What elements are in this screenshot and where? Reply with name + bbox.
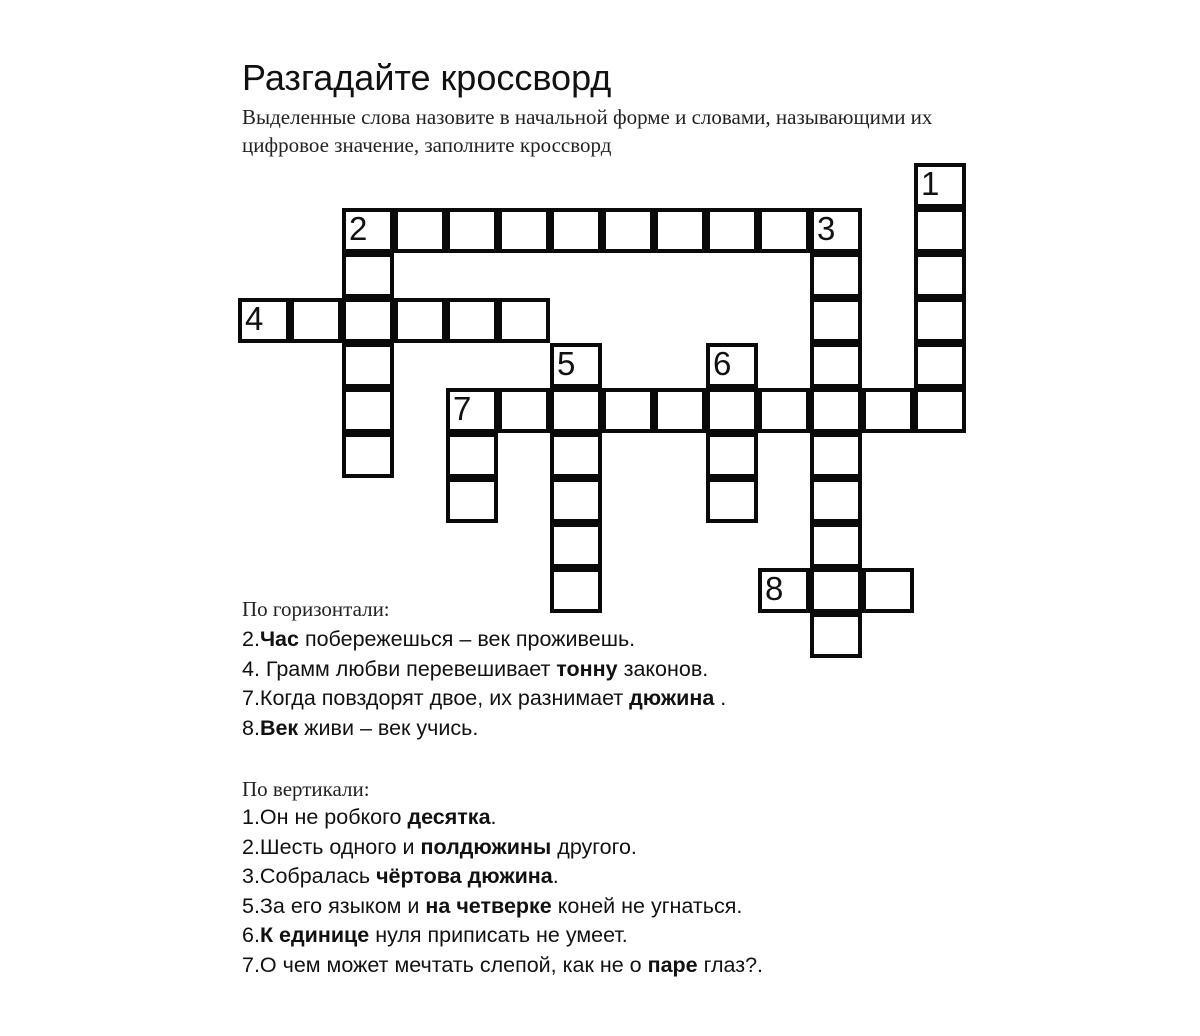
- crossword-cell[interactable]: [602, 208, 654, 253]
- crossword-cell[interactable]: [810, 343, 862, 388]
- across-heading: По горизонтали:: [242, 597, 390, 621]
- crossword-cell[interactable]: [914, 343, 966, 388]
- crossword-cell[interactable]: [342, 298, 394, 343]
- clue-text: 5.За его языком и: [242, 893, 426, 918]
- clue-keyword: тонну: [556, 656, 618, 681]
- clue-number: 1: [921, 165, 940, 202]
- crossword-cell[interactable]: [342, 343, 394, 388]
- clue-number: 8: [765, 570, 784, 607]
- crossword-cell[interactable]: [810, 523, 862, 568]
- clue-line: [242, 625, 635, 653]
- clue-keyword: К единице: [259, 923, 370, 948]
- crossword-cell[interactable]: [550, 208, 602, 253]
- clue-text: 3.Собралась: [242, 864, 377, 889]
- crossword-cell[interactable]: [758, 208, 810, 253]
- clue-text: живи – век учись.: [298, 715, 479, 740]
- crossword-cell[interactable]: [758, 568, 810, 613]
- clue-keyword: полдюжины: [420, 834, 552, 859]
- crossword-cell[interactable]: [550, 388, 602, 433]
- crossword-cell[interactable]: [498, 388, 550, 433]
- page-title: Разгадайте кроссворд: [242, 57, 612, 98]
- crossword-cell[interactable]: [810, 298, 862, 343]
- crossword-cell[interactable]: [342, 208, 394, 253]
- crossword-cell[interactable]: [394, 208, 446, 253]
- clue-text: 1.Он не робкого: [242, 805, 408, 829]
- crossword-cell[interactable]: [862, 568, 914, 613]
- crossword-cell[interactable]: [914, 163, 966, 208]
- clue-line: [242, 862, 559, 890]
- crossword-cell[interactable]: [810, 478, 862, 523]
- clue-number: 4: [245, 300, 264, 337]
- clue-line: [242, 684, 726, 712]
- clue-text: коней не угнаться.: [551, 893, 743, 918]
- clue-text: 2.: [242, 627, 260, 651]
- crossword-cell[interactable]: [810, 568, 862, 613]
- crossword-cell[interactable]: [914, 388, 966, 433]
- crossword-cell[interactable]: [706, 388, 758, 433]
- crossword-cell[interactable]: [550, 568, 602, 613]
- crossword-cell[interactable]: [706, 478, 758, 523]
- clue-line: [242, 655, 708, 683]
- clue-text: .: [552, 864, 559, 889]
- clue-number: 7: [453, 390, 472, 427]
- clue-line: [242, 833, 637, 861]
- crossword-cell[interactable]: [550, 478, 602, 523]
- crossword-cell[interactable]: [342, 433, 394, 478]
- clue-line: [242, 714, 478, 742]
- clue-keyword: дюжина: [629, 686, 715, 711]
- clue-keyword: Час: [259, 627, 299, 651]
- clue-number: 5: [557, 345, 576, 382]
- crossword-cell[interactable]: [446, 388, 498, 433]
- clue-line: [242, 951, 763, 979]
- crossword-cell[interactable]: [810, 253, 862, 298]
- crossword-cell[interactable]: [706, 343, 758, 388]
- crossword-cell[interactable]: [914, 253, 966, 298]
- crossword-cell[interactable]: [810, 208, 862, 253]
- crossword-cell[interactable]: [550, 523, 602, 568]
- instructions: Выделенные слова назовите в начальной форме и словами, называющими их цифровое значение, заполните кроссворд: [242, 105, 933, 157]
- crossword-cell[interactable]: [550, 433, 602, 478]
- crossword-cell[interactable]: [706, 433, 758, 478]
- crossword-cell[interactable]: [810, 433, 862, 478]
- crossword-cell[interactable]: [654, 208, 706, 253]
- crossword-cell[interactable]: [706, 208, 758, 253]
- crossword-cell[interactable]: [446, 208, 498, 253]
- clue-line: [242, 803, 497, 831]
- clue-text: глаз?.: [697, 953, 764, 977]
- crossword-cell[interactable]: [446, 298, 498, 343]
- crossword-cell[interactable]: [654, 388, 706, 433]
- clue-number: 6: [713, 345, 732, 382]
- clue-keyword: Век: [259, 715, 299, 740]
- clue-text: законов.: [617, 656, 709, 681]
- crossword-cell[interactable]: [394, 298, 446, 343]
- clue-keyword: чёртова дюжина: [376, 864, 553, 889]
- clue-text: 2.Шесть одного и: [242, 834, 421, 859]
- clue-text: 8.: [242, 715, 260, 740]
- clue-line: [242, 921, 628, 949]
- crossword-cell[interactable]: [342, 388, 394, 433]
- crossword-cell[interactable]: [862, 388, 914, 433]
- crossword-cell[interactable]: [238, 298, 290, 343]
- crossword-cell[interactable]: [498, 298, 550, 343]
- crossword-cell[interactable]: [550, 343, 602, 388]
- crossword-cell[interactable]: [810, 388, 862, 433]
- crossword-cell[interactable]: [914, 208, 966, 253]
- clue-text: другого.: [551, 834, 637, 859]
- crossword-cell[interactable]: [446, 478, 498, 523]
- clue-text: .: [490, 805, 497, 829]
- crossword-cell[interactable]: [810, 613, 862, 658]
- clue-text: побережешься – век проживешь.: [298, 627, 636, 651]
- clue-line: [242, 892, 742, 920]
- clue-text: 4. Грамм любви перевешивает: [242, 656, 557, 681]
- crossword-cell[interactable]: [446, 433, 498, 478]
- clue-keyword: десятка: [407, 805, 491, 829]
- clue-keyword: паре: [647, 953, 698, 977]
- crossword-cell[interactable]: [914, 298, 966, 343]
- crossword-cell[interactable]: [342, 253, 394, 298]
- clue-text: .: [714, 686, 727, 711]
- clue-number: 3: [817, 210, 836, 247]
- down-heading: По вертикали:: [242, 777, 370, 801]
- clue-keyword: на четверке: [425, 893, 552, 918]
- crossword-cell[interactable]: [602, 388, 654, 433]
- clue-text: 6.: [242, 923, 260, 948]
- clue-number: 2: [349, 210, 368, 247]
- clue-text: 7.О чем может мечтать слепой, как не о: [242, 953, 648, 977]
- crossword-cell[interactable]: [758, 388, 810, 433]
- clue-text: нуля приписать не умеет.: [369, 923, 628, 948]
- crossword-cell[interactable]: [290, 298, 342, 343]
- crossword-cell[interactable]: [498, 208, 550, 253]
- clue-text: 7.Когда повздорят двое, их разнимает: [242, 686, 630, 711]
